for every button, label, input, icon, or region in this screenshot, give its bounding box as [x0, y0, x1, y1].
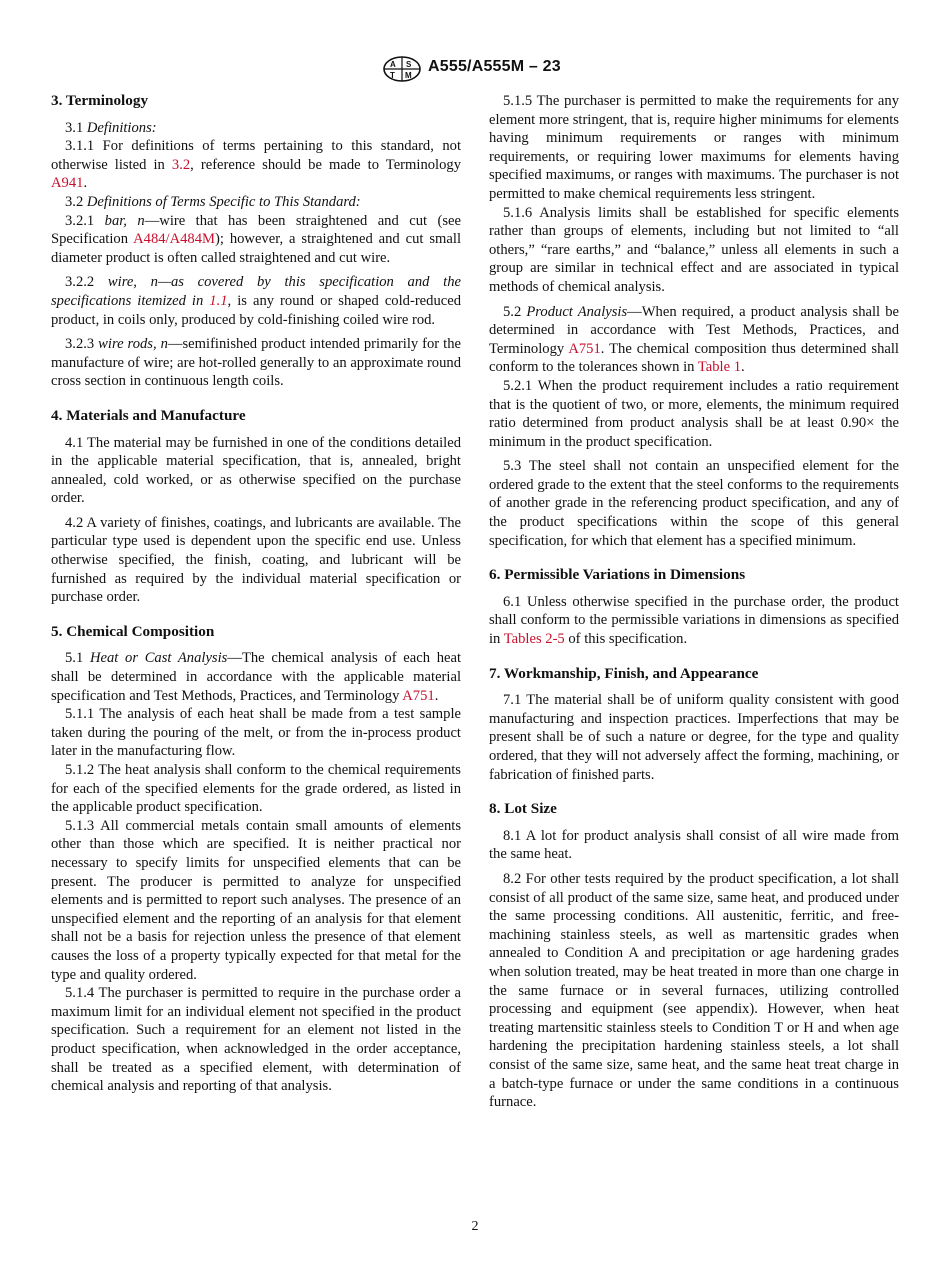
link-3-2[interactable]: 3.2 — [171, 156, 191, 173]
svg-text:T: T — [390, 71, 395, 80]
section-heading-workmanship: 7. Workmanship, Finish, and Appearance — [489, 664, 759, 682]
link-a751-2[interactable]: A751 — [568, 340, 601, 357]
clause-6-1: 6.1 Unless otherwise specified in the purchase order, the product shall conform to the permissible variations in dimensions as specified in Tables 2-5 of this specification. — [489, 593, 899, 648]
section-heading-materials: 4. Materials and Manufacture — [51, 406, 246, 424]
section-heading-terminology: 3. Terminology — [51, 92, 149, 109]
clause-3-1-1: 3.1.1 For definitions of terms pertaining to this standard, not otherwise listed in 3.2, reference should be made to Terminology A941. — [51, 138, 461, 192]
svg-text:M: M — [405, 71, 412, 80]
astm-logo-icon — [382, 56, 422, 82]
clause-5-2: 5.2 Product Analysis—When required, a product analysis shall be determined in accordance with Test Methods, Practices, and Terminology A751. The chemical composition thus determined shall conform to the tolerances shown in Table 1. — [489, 303, 900, 376]
clause-3-2-1: 3.2.1 bar, n—wire that has been straightened and cut (see Specification A484/A484M); however, a straightened and cut small diameter product is often called straightened and cut wire. — [51, 212, 461, 266]
section-heading-chemical: 5. Chemical Composition — [51, 622, 215, 640]
link-a484[interactable]: A484/A484M — [133, 231, 215, 248]
clause-5-1-5: 5.1.5 The purchaser is permitted to make the requirements for any element more stringent, that is, require higher minimums for elements having minimum requirements or ranges with minimum requirements, or requiring lower maximums for elements having specified maximums, or ranges with maximums. The purchaser is not permitted to make chemical requirements less stringent. — [489, 93, 899, 202]
section-heading-lot-size: 8. Lot Size — [489, 800, 557, 818]
right-column — [489, 92, 899, 1112]
svg-text:A: A — [390, 60, 396, 69]
left-column — [51, 92, 461, 1096]
clause-5-1-3: 5.1.3 All commercial metals contain small amounts of elements other than those which are specified. It is neither practical nor necessary to specify limits for unspecified elements that can be present. The producer is permitted to analyze for unspecified elements and is permitted to report such analyses. The presence of an unspecified element and the reporting of an analysis for that element shall not be a basis for rejection unless the presence of that element causes the loss of a property typically expected for that metal for the type and quality ordered. — [51, 817, 461, 983]
link-a751[interactable]: A751 — [402, 687, 435, 704]
clause-3-2-2: 3.2.2 wire, n—as covered by this specification and the specifications itemized in 1.1, is any round or shaped cold-reduced product, in coils only, produced by cold-finishing coiled wire rod. — [51, 274, 461, 328]
standard-designation: A555/A555M – 23 — [428, 58, 561, 75]
link-table-1[interactable]: Table 1 — [697, 359, 742, 376]
link-a941[interactable]: A941 — [51, 175, 84, 192]
svg-text:S: S — [406, 60, 412, 69]
clause-5-2-1: 5.2.1 When the product requirement includes a ratio requirement that is the quotient of two, or more, elements, the minimum required ratio determined from product analysis shall be at least 0.90× the minimum in the product specification. — [489, 377, 899, 450]
clause-4-1: 4.1 The material may be furnished in one of the conditions detailed in the applicable material specification, that is, annealed, bright annealed, cold worked, or as otherwise specified on the purchase order. — [51, 434, 461, 507]
clause-8-1: 8.1 A lot for product analysis shall consist of all wire made from the same heat. — [489, 827, 899, 863]
clause-3-2: 3.2 Definitions of Terms Specific to This Standard: — [65, 193, 361, 210]
clause-5-1-4: 5.1.4 The purchaser is permitted to require in the purchase order a maximum limit for an individual element not specified in the product specification. Such a requirement for an element not listed in the product specification, when acknowledged in the order acceptance, shall be treated as a specified element, with determination of chemical analysis and reporting of that analysis. — [51, 985, 461, 1095]
clause-3-2-3: 3.2.3 wire rods, n—semifinished product intended primarily for the manufacture of wire; are hot-rolled generally to an approximate round cross section in continuous length coils. — [51, 336, 461, 390]
page-number: 2 — [471, 1219, 479, 1234]
clause-8-2: 8.2 For other tests required by the product specification, a lot shall consist of all product of the same size, same heat, and produced under the same processing conditions. All austenitic, ferritic, and free-machining stainless steels, as well as martensitic grades when annealed to Condition A and precipitation or age hardening grades when solution treated, may be heat treated in more than one charge in the same furnace or in several furnaces, utilizing controlled processing and equipment (see appendix). However, when heat treating martensitic stainless steels to Condition T or H and when age hardening the precipitation hardening stainless steels, a lot shall consist of the same size, same heat, and the same heat treat charge in a batch-type furnace or under the same conditions in a continuous furnace. — [489, 870, 899, 1111]
clause-4-2: 4.2 A variety of finishes, coatings, and lubricants are available. The particular type used is dependent upon the specific end use. Unless otherwise specified, the finish, coating, and lubricant will be furnished as required by the individual material specification or purchase order. — [51, 514, 461, 606]
clause-3-1: 3.1 Definitions: — [65, 119, 157, 136]
link-tables-2-5[interactable]: Tables 2-5 — [503, 631, 565, 648]
clause-5-1-6: 5.1.6 Analysis limits shall be established for specific elements rather than groups of elements, including but not limited to “all others,” “rare earths,” and “balance,” unless all elements in such a group are similar in technical effect and are associated in typical methods of chemical analysis. — [489, 204, 899, 295]
clause-5-1: 5.1 Heat or Cast Analysis—The chemical analysis of each heat shall be determined in accordance with the applicable material specification and Test Methods, Practices, and Terminology A751. — [51, 650, 462, 704]
link-1-1[interactable]: 1.1 — [209, 292, 228, 309]
clause-5-3: 5.3 The steel shall not contain an unspecified element for the ordered grade to the extent that the steel conforms to the requirements of another grade in the referencing product specification, and any of the product specifications within the scope of this general specification, for which that element has a specified minimum. — [489, 458, 899, 549]
clause-7-1: 7.1 The material shall be of uniform quality consistent with good manufacturing and inspection practices. Imperfections that may be present shall be of such a nature or degree, for the type and quality ordered, that they will not adversely affect the forming, machining, or fabrication of finished parts. — [489, 692, 899, 783]
clause-5-1-1: 5.1.1 The analysis of each heat shall be made from a test sample taken during the pouring of the melt, or from the in-process product later in the manufacturing flow. — [51, 706, 461, 760]
section-heading-variations: 6. Permissible Variations in Dimensions — [489, 566, 746, 584]
clause-5-1-2: 5.1.2 The heat analysis shall conform to the chemical requirements for each of the specified elements for the grade ordered, as listed in the applicable product specification. — [51, 762, 461, 816]
page-header — [0, 56, 950, 82]
